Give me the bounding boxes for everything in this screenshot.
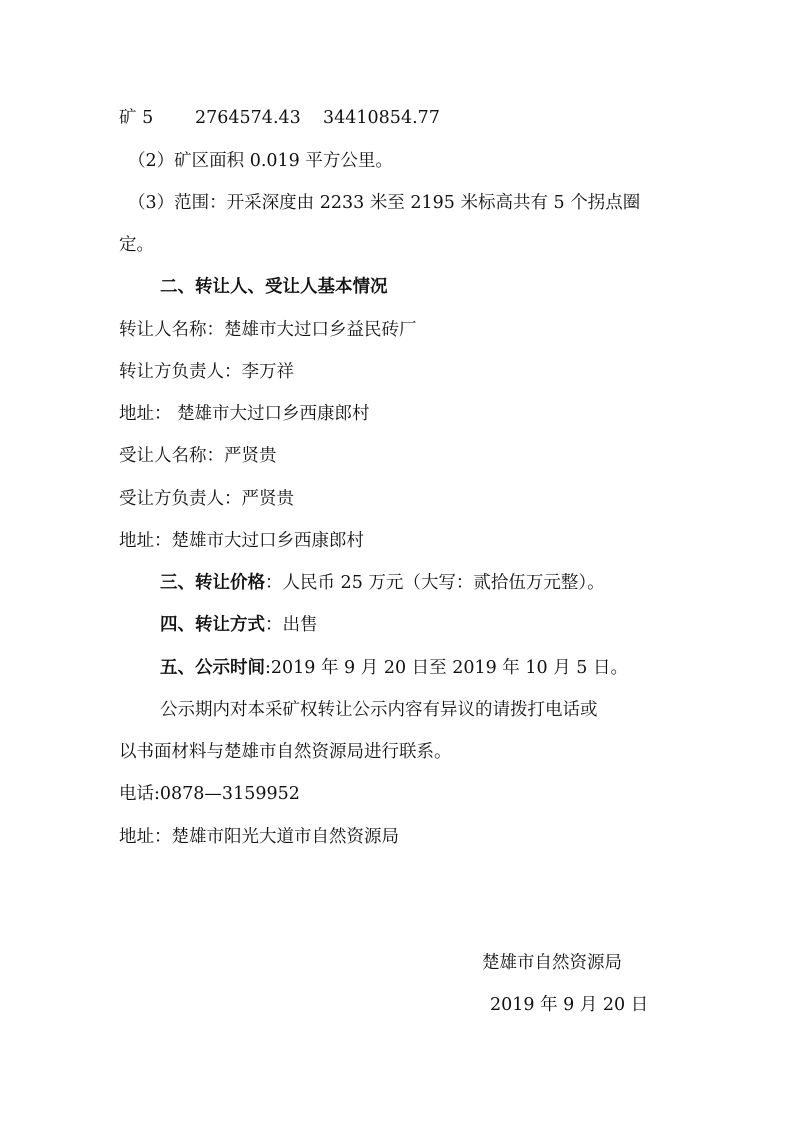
phone-line: 电话:0878—3159952	[119, 784, 300, 804]
signature-org: 楚雄市自然资源局	[482, 953, 622, 973]
coord-point-label: 矿 5	[119, 108, 154, 128]
section3-line	[160, 570, 683, 596]
section3-heading: 三、转让价格	[160, 573, 265, 593]
transferee-name: 受让人名称：严贤贵	[119, 446, 277, 466]
transferor-name: 转让人名称：楚雄市大过口乡益民砖厂	[119, 320, 417, 340]
section4-text: ：出售	[265, 615, 318, 635]
coord-y-value: 34410854.77	[323, 108, 440, 128]
address-line: 地址：楚雄市阳光大道市自然资源局	[119, 827, 399, 847]
range-line-1: （3）范围：开采深度由 2233 米至 2195 米标高共有 5 个拐点圈	[128, 193, 641, 213]
transferee-address: 地址：楚雄市大过口乡西康郎村	[119, 531, 364, 551]
notice-line-2: 以书面材料与楚雄市自然资源局进行联系。	[119, 742, 452, 762]
transferor-head: 转让方负责人：李万祥	[119, 362, 294, 382]
coord-x-value: 2764574.43	[195, 108, 301, 128]
section4-line	[160, 612, 683, 638]
section5-heading: 五、公示时间	[160, 658, 265, 678]
section4-heading: 四、转让方式	[160, 615, 265, 635]
section5-text: :2019 年 9 月 20 日至 2019 年 10 月 5 日。	[265, 658, 628, 678]
section2-heading: 二、转让人、受让人基本情况	[160, 277, 388, 297]
signature-date: 2019 年 9 月 20 日	[490, 995, 649, 1015]
transferee-head: 受让方负责人：严贤贵	[119, 489, 294, 509]
section5-line	[160, 655, 683, 681]
section3-text: ：人民币 25 万元（大写：贰拾伍万元整）。	[265, 573, 605, 593]
area-line: （2）矿区面积 0.019 平方公里。	[128, 151, 393, 171]
coordinate-row	[119, 105, 683, 131]
transferor-address: 地址： 楚雄市大过口乡西康郎村	[119, 404, 370, 424]
range-line-2: 定。	[119, 235, 154, 255]
notice-line-1: 公示期内对本采矿权转让公示内容有异议的请拨打电话或	[160, 700, 598, 720]
